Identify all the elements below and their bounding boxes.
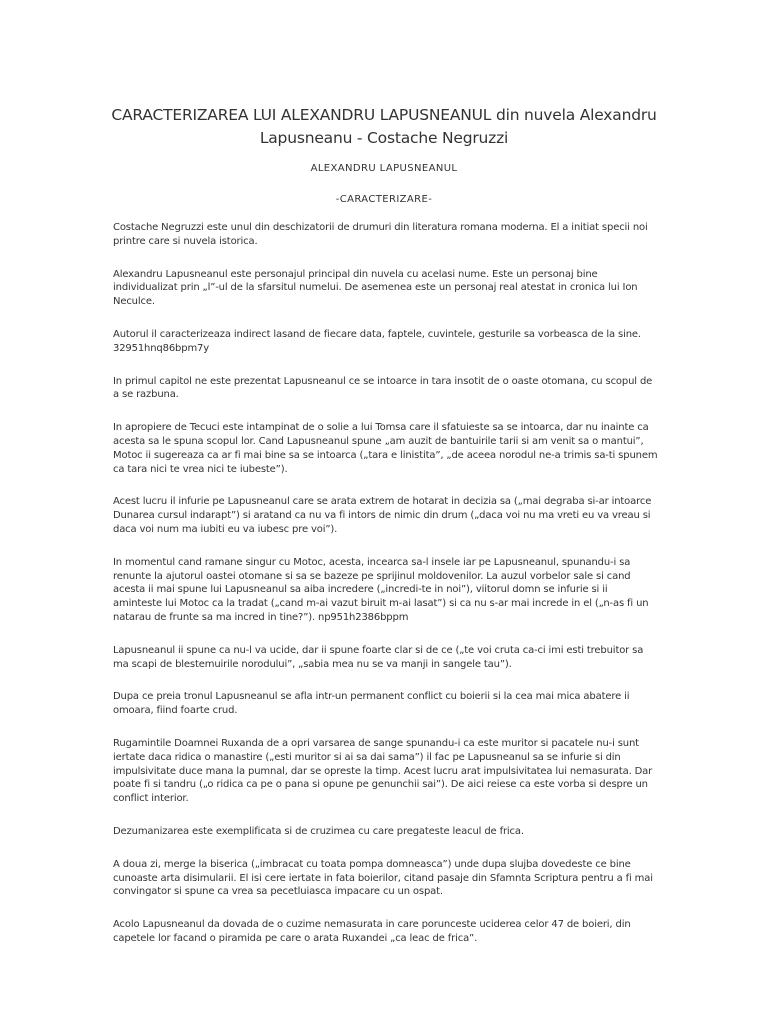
document-title: CARACTERIZAREA LUI ALEXANDRU LAPUSNEANUL din nuvela Alexandru Lapusneanu - Costache Negruzzi [111,106,657,147]
paragraph: Dupa ce preia tronul Lapusneanul se afla intr-un permanent conflict cu boierii si la cea mai mica abatere ii omoara, fiind foarte crud. [113,691,630,717]
paragraph: A doua zi, merge la biserica („imbracat cu toata pompa domneasca”) unde dupa slujba dovedeste ce bine cunoaste arta disimularii. El isi cere iertate in fata boierilor, citand pasaje din Sfamnta Scriptura pentru a fi mai convingator si spune ca vrea sa pecetluiasca impacare cu un ospat. [113,858,653,898]
document-heading: ALEXANDRU LAPUSNEANUL [310,163,458,174]
paragraph: In apropiere de Tecuci este intampinat de o solie a lui Tomsa care il sfatuieste sa se intoarca, dar nu inainte ca acesta sa le spuna scopul lor. Cand Lapusneanul spune „am auzit de bantuirile tarii si am venit sa o mantui”, Motoc ii sugereaza ca ar fi mai bine sa se intoarca („tara e linistita”, „de aceea norodul ne-a trimis sa-ti spunem ca tara nici te vrea nici te iubeste”). [113,422,658,475]
paragraph: Acolo Lapusneanul da dovada de o cuzime nemasurata in care porunceste uciderea celor 47 de boieri, din capetele lor facand o piramida pe care o arata Ruxandei „ca leac de frica”. [113,919,631,944]
paragraph: In primul capitol ne este prezentat Lapusneanul ce se intoarce in tara insotit de o oaste otomana, cu scopul de a se razbuna. [113,375,653,401]
document-subheading: -CARACTERIZARE- [335,194,433,205]
paragraph: In momentul cand ramane singur cu Motoc, acesta, incearca sa-l insele iar pe Lapusneanul, spunandu-i sa renunte la ajutorul oastei otomane si sa se bazeze pe sprijinul moldovenilor. La auzul vorbelor sale si cand acesta ii mai spune lui Lapusneanul sa aiba incredere („incredi-te in noi”), viitorul domn se infurie si ii aminteste lui Motoc ca la tradat („cand m-ai vazut biruit m-ai lasat”) si ca nu s-ar mai increde in el („n-as fi un natarau de frunte sa ma incred in tine?”). np951h2386bppm [113,556,649,623]
paragraph: Alexandru Lapusneanul este personajul principal din nuvela cu acelasi nume. Este un personaj bine individualizat prin „l”-ul de la sfarsitul numelui. De asemenea este un personaj real atestat in cronica lui Ion Neculce. [113,268,638,308]
paragraph: Dezumanizarea este exemplificata si de cruzimea cu care pregateste leacul de frica. [113,825,524,837]
paragraph: Rugamintile Doamnei Ruxanda de a opri varsarea de sange spunandu-i ca este muritor si pacatele nu-i sunt iertate daca ridica o manastire („esti muritor si ai sa dai sama”) il fac pe Lapusneanul sa se infurie si din impulsivitate duce mana la pumnal, dar se opreste la timp. Acest lucru arat impulsivitatea lui nemasurata. Dar poate fi si tandru („o ridica ca pe o pana si opune pe genunchii sai”). De aici reiese ca este vorba si despre un conflict interior. [113,737,653,805]
paragraph: Lapusneanul ii spune ca nu-l va ucide, dar ii spune foarte clar si de ce („te voi cruta ca-ci imi esti trebuitor sa ma scapi de blestemuirile norodului”, „sabia mea nu se va manji in sangele tau”). [113,644,644,670]
paragraph: Autorul il caracterizeaza indirect lasand de fiecare data, faptele, cuvintele, gesturile sa vorbeasca de la sine. 32951hnq86bpm7y [113,328,641,354]
document-body [113,221,658,965]
paragraph: Acest lucru il infurie pe Lapusneanul care se arata extrem de hotarat in decizia sa („mai degraba si-ar intoarce Dunarea cursul indarapt”) si aratand ca nu va fi intors de nimic din drum („daca voi nu ma vreti eu va vreau si daca voi num ma iubiti eu va iubesc pre voi”). [113,496,652,535]
paragraph: Costache Negruzzi este unul din deschizatorii de drumuri din literatura romana moderna. El a initiat specii noi printre care si nuvela istorica. [113,222,648,247]
